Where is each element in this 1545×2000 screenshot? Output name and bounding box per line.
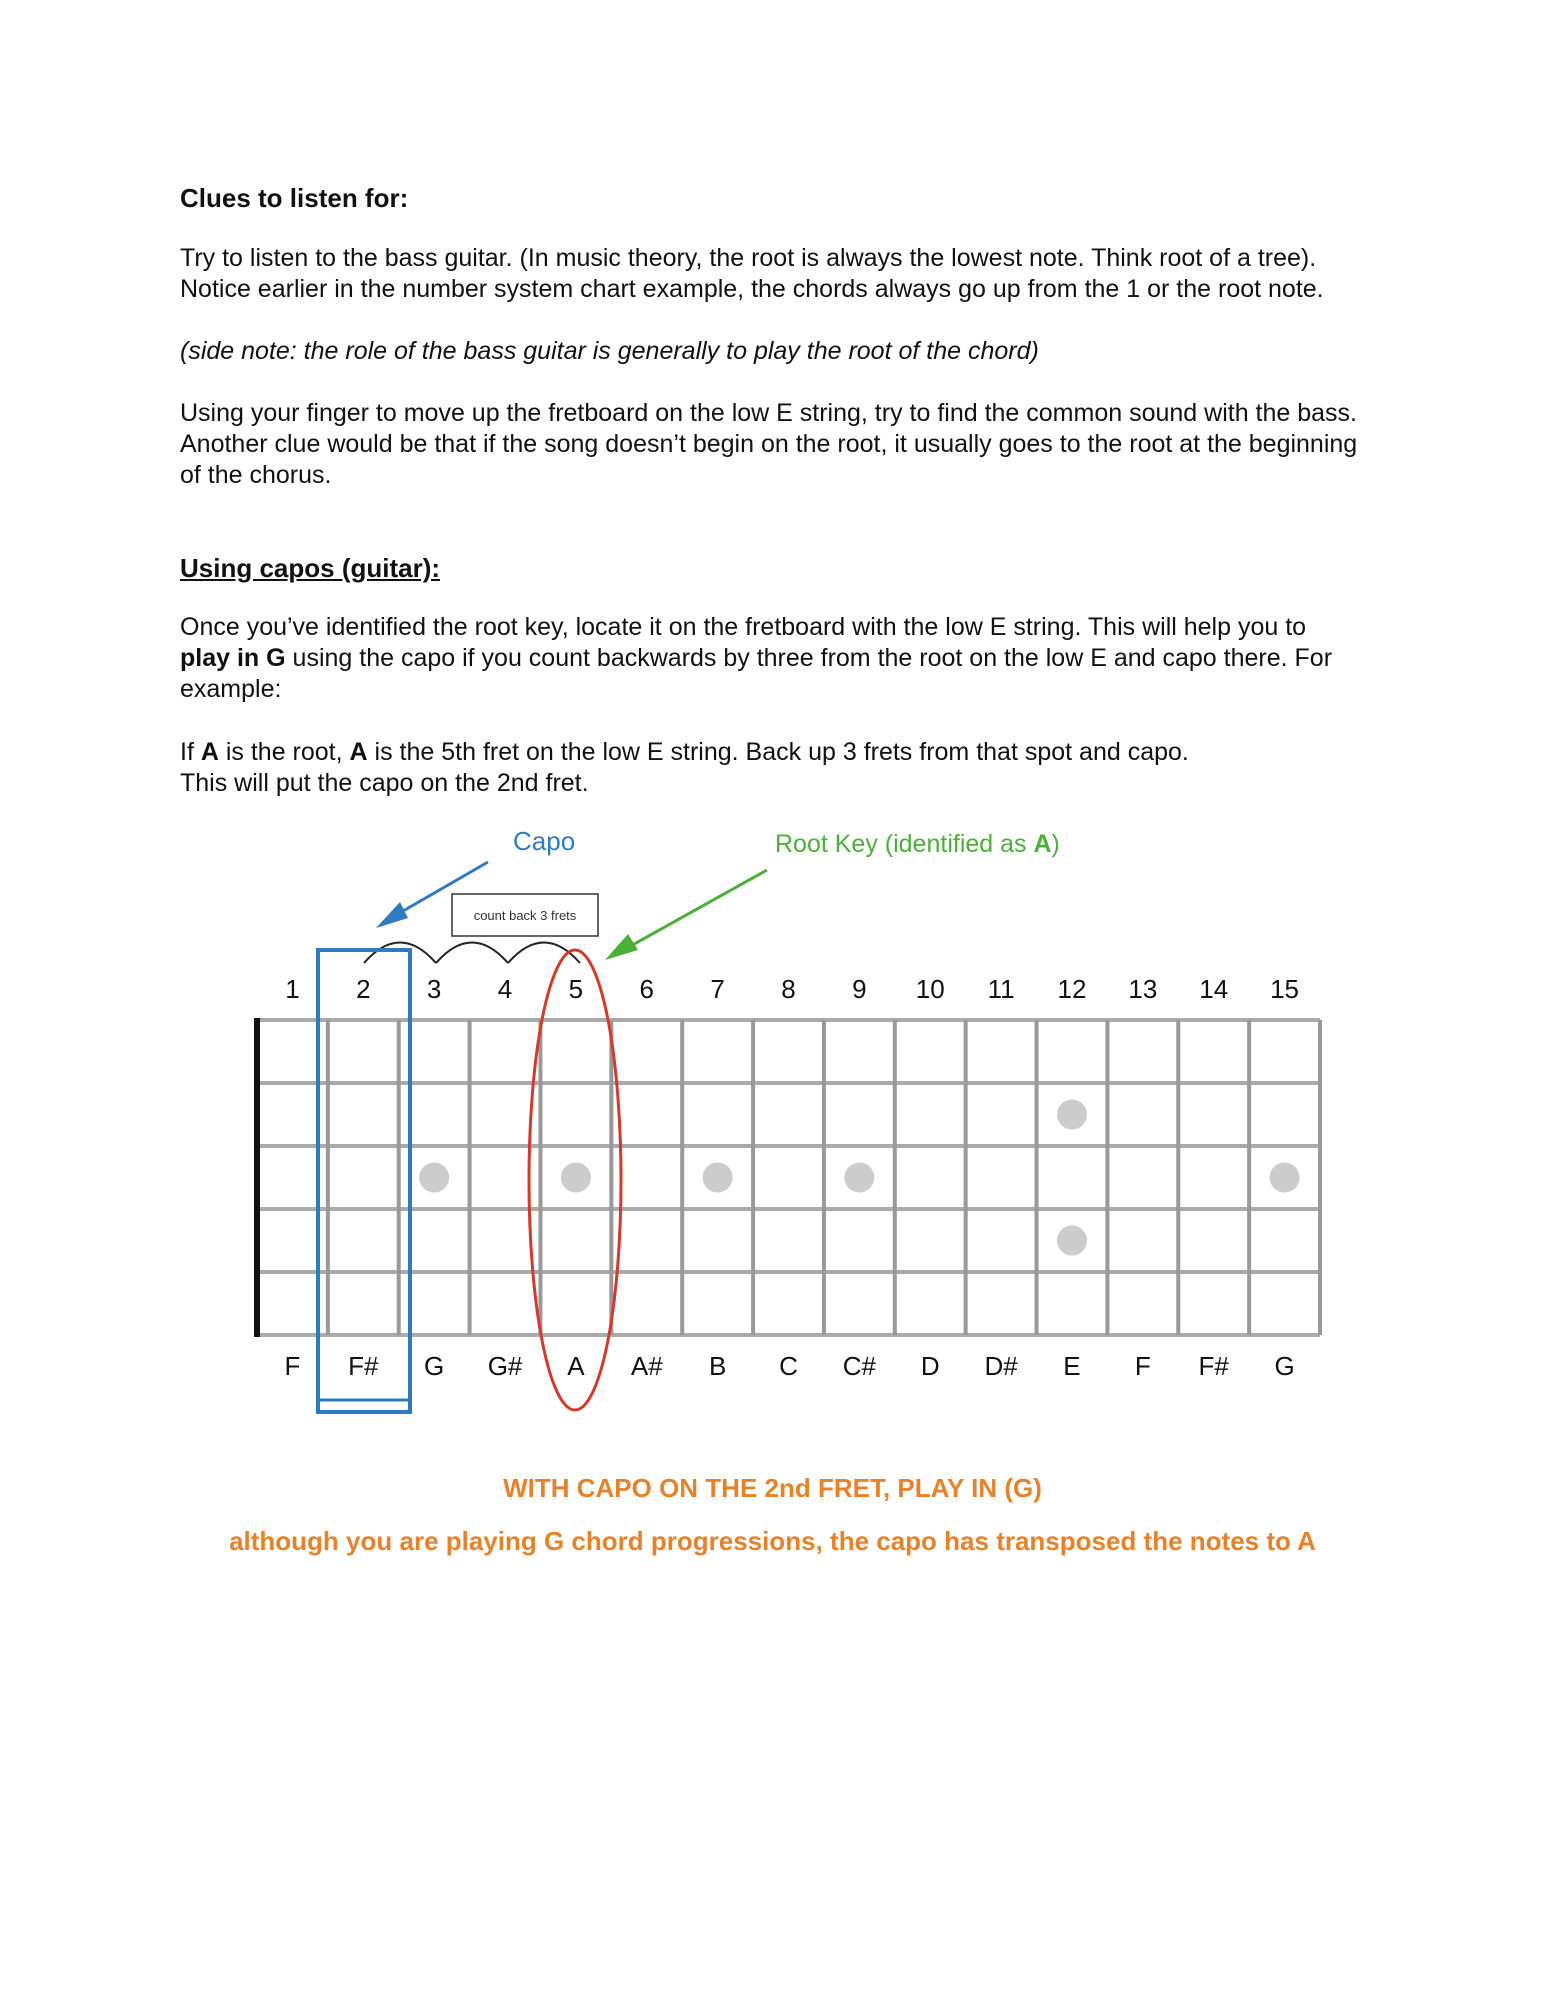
note-name: G#: [487, 1351, 523, 1381]
fret-number: 1: [285, 974, 300, 1004]
capos-p2-part-a: If: [180, 738, 201, 766]
note-name: F#: [348, 1351, 379, 1381]
note-name: F: [1134, 1351, 1151, 1381]
fret-inlay-dot: [1057, 1226, 1087, 1256]
count-back-label: count back 3 frets: [473, 908, 577, 923]
capos-p1-bold: play in G: [180, 644, 286, 672]
note-name: G: [424, 1351, 445, 1381]
fret-inlay-dot: [561, 1163, 591, 1193]
capos-p2-part-b: is the root,: [218, 738, 350, 766]
capos-p1-part-a: Once you’ve identified the root key, locate it on the fretboard with the low E string. This will help you to: [180, 613, 1307, 641]
root-arrow-line: [620, 870, 767, 952]
fret-number: 12: [1057, 974, 1087, 1004]
capos-p2-bold-1: A: [200, 738, 219, 766]
note-name: A: [567, 1351, 585, 1381]
fret-number: 7: [710, 974, 725, 1004]
note-name: D#: [984, 1351, 1018, 1381]
note-name: C: [779, 1351, 798, 1381]
root-key-label-text: Root Key (identified as: [775, 830, 1034, 858]
clues-paragraph-2: Using your finger to move up the fretboard on the low E string, try to find the common sound with the bass. Another clue would be that if the song doesn’t begin on the root, it usually goes to the root at the beginning of the chorus.: [180, 399, 1358, 489]
fret-number: 13: [1128, 974, 1158, 1004]
clues-paragraph-1: Try to listen to the bass guitar. (In music theory, the root is always the lowest note. Think root of a tree). Notice earlier in the number system chart example, the chords always go up from the 1 or the root note.: [180, 244, 1324, 303]
fret-number: 4: [497, 974, 513, 1004]
fret-number: 8: [781, 974, 796, 1004]
fret-inlay-dot: [419, 1163, 449, 1193]
fret-inlay-dot: [1270, 1163, 1300, 1193]
fret-number: 15: [1270, 974, 1300, 1004]
capo-arrow-head: [376, 902, 408, 928]
fret-number: 9: [852, 974, 867, 1004]
capos-p2-part-c: is the 5th fret on the low E string. Back up 3 frets from that spot and capo.: [367, 738, 1189, 766]
root-key-label-end: ): [1051, 830, 1060, 858]
count-arc-1: [364, 943, 436, 964]
count-arc-2: [436, 943, 508, 964]
root-arrow-head: [605, 934, 638, 960]
side-note-text: (side note: the role of the bass guitar is generally to play the root of the chord): [180, 337, 1039, 365]
root-key-label: [775, 830, 1060, 858]
note-name: D: [920, 1351, 940, 1381]
root-key-label-bold: A: [1033, 830, 1052, 858]
fret-number: 2: [356, 974, 371, 1004]
fret-number: 11: [987, 974, 1015, 1004]
note-name: F#: [1198, 1351, 1229, 1381]
fret-number: 10: [915, 974, 945, 1004]
note-name: G: [1274, 1351, 1295, 1381]
fret-number: 14: [1199, 974, 1229, 1004]
caption-line-1: WITH CAPO ON THE 2nd FRET, PLAY IN (G): [503, 1473, 1042, 1503]
note-name: A#: [630, 1351, 663, 1381]
note-name: C#: [842, 1351, 876, 1381]
fret-inlay-dot: [1057, 1100, 1087, 1130]
note-name: E: [1063, 1351, 1081, 1381]
caption-line-2: although you are playing G chord progressions, the capo has transposed the notes to A: [229, 1526, 1316, 1556]
fret-inlay-dot: [844, 1163, 874, 1193]
fretboard: [257, 974, 1320, 1381]
note-name: B: [708, 1351, 727, 1381]
capos-p2-part-d: This will put the capo on the 2nd fret.: [180, 769, 589, 797]
capo-label: Capo: [513, 826, 576, 856]
capos-heading: Using capos (guitar):: [180, 553, 441, 583]
fret-number: 5: [568, 974, 584, 1004]
fret-number: 6: [639, 974, 655, 1004]
capos-p1-part-b: using the capo if you count backwards by three from the root on the low E and capo there. For example:: [180, 644, 1333, 703]
clues-heading: Clues to listen for:: [180, 183, 409, 213]
fret-inlay-dot: [703, 1163, 733, 1193]
capos-p2-bold-2: A: [349, 738, 368, 766]
fret-number: 3: [426, 974, 442, 1004]
note-name: F: [284, 1351, 301, 1381]
